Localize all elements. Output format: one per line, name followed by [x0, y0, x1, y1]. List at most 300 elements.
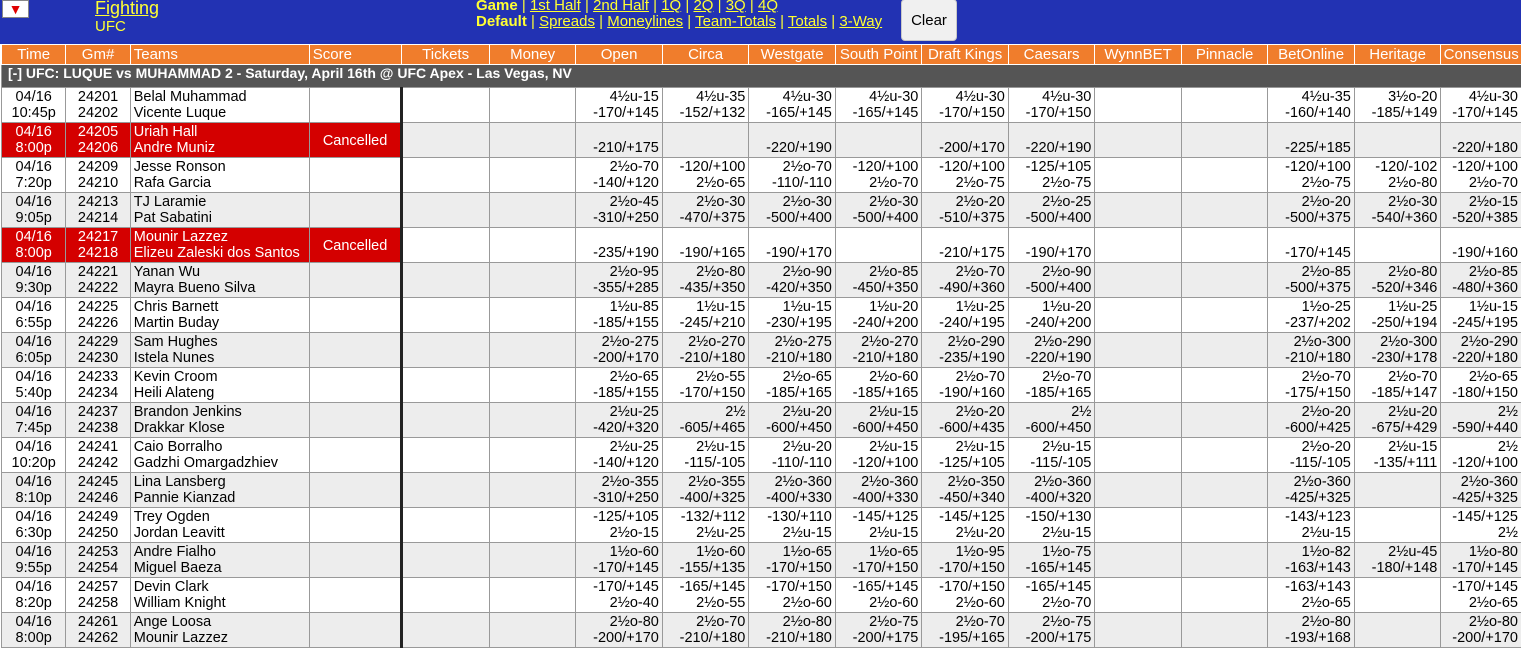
teams-cell[interactable]	[130, 613, 309, 648]
col-header-betonline[interactable]: BetOnline	[1268, 45, 1355, 65]
market-link-spreads[interactable]: Spreads	[539, 13, 595, 30]
odds-cell-betonline[interactable]	[1268, 193, 1355, 228]
odds-cell-pinnacle[interactable]	[1181, 158, 1268, 193]
odds-cell-open[interactable]	[576, 88, 663, 123]
period-link-1q[interactable]: 1Q	[661, 0, 682, 14]
odds-cell-open[interactable]	[576, 438, 663, 473]
odds-cell-betonline[interactable]	[1268, 88, 1355, 123]
teams-cell[interactable]	[130, 368, 309, 403]
odds-cell-circa[interactable]	[662, 403, 749, 438]
odds-line-home	[1355, 140, 1438, 156]
odds-cell-wynnbet[interactable]	[1095, 438, 1182, 473]
teams-cell[interactable]	[130, 543, 309, 578]
odds-line-away: 2½o-270	[688, 334, 746, 350]
odds-cell-pinnacle[interactable]	[1181, 193, 1268, 228]
odds-cell-heritage[interactable]	[1354, 473, 1441, 508]
odds-cell-draft-kings[interactable]	[922, 263, 1009, 298]
period-link-1st-half[interactable]: 1st Half	[529, 0, 581, 14]
game-time: 8:10p	[15, 490, 52, 506]
odds-cell-draft-kings[interactable]	[922, 508, 1009, 543]
odds-cell-heritage[interactable]	[1354, 543, 1441, 578]
odds-cell-consensus[interactable]	[1441, 193, 1521, 228]
odds-cell-caesars[interactable]	[1008, 473, 1095, 508]
odds-cell-heritage[interactable]	[1354, 578, 1441, 613]
odds-cell-caesars[interactable]	[1008, 578, 1095, 613]
team-name-away[interactable]: Caio Borralho	[133, 439, 223, 455]
odds-cell-westgate[interactable]	[749, 228, 836, 263]
odds-cell-wynnbet[interactable]	[1095, 578, 1182, 613]
tickets-cell	[402, 88, 490, 123]
score-cell	[309, 333, 402, 368]
game-time: 7:45p	[15, 420, 52, 436]
odds-cell-betonline[interactable]	[1268, 228, 1355, 263]
col-header-pinnacle[interactable]: Pinnacle	[1181, 45, 1268, 65]
odds-cell-heritage[interactable]	[1354, 88, 1441, 123]
odds-cell-heritage[interactable]	[1354, 333, 1441, 368]
team-name-away[interactable]: Brandon Jenkins	[133, 404, 242, 420]
teams-cell[interactable]	[130, 473, 309, 508]
team-name-home[interactable]: Miguel Baeza	[133, 560, 222, 576]
odds-cell-circa[interactable]	[662, 613, 749, 648]
odds-cell-south-point[interactable]	[835, 473, 922, 508]
odds-cell-heritage[interactable]	[1354, 263, 1441, 298]
odds-cell-pinnacle[interactable]	[1181, 403, 1268, 438]
odds-cell-caesars[interactable]	[1008, 333, 1095, 368]
odds-line-away: -170/+145	[593, 579, 659, 595]
period-link-2nd-half[interactable]: 2nd Half	[593, 0, 649, 14]
game-time-cell	[2, 193, 66, 228]
odds-cell-consensus[interactable]	[1441, 438, 1521, 473]
team-name-away[interactable]: Mounir Lazzez	[133, 229, 229, 245]
odds-cell-open[interactable]	[576, 333, 663, 368]
team-name-home[interactable]: Heili Alateng	[133, 385, 215, 401]
teams-cell[interactable]	[130, 438, 309, 473]
odds-cell-pinnacle[interactable]	[1181, 473, 1268, 508]
teams-cell[interactable]	[130, 263, 309, 298]
odds-cell-wynnbet[interactable]	[1095, 368, 1182, 403]
team-name-away[interactable]: Trey Ogden	[133, 509, 210, 525]
clear-button[interactable]: Clear	[901, 0, 957, 41]
teams-cell[interactable]	[130, 123, 309, 158]
odds-cell-wynnbet[interactable]	[1095, 298, 1182, 333]
odds-cell-caesars[interactable]	[1008, 88, 1095, 123]
odds-cell-pinnacle[interactable]	[1181, 123, 1268, 158]
odds-cell-consensus[interactable]	[1441, 613, 1521, 648]
odds-cell-south-point[interactable]	[835, 263, 922, 298]
odds-cell-circa[interactable]	[662, 123, 749, 158]
game-number-away: 24233	[77, 369, 119, 385]
odds-cell-wynnbet[interactable]	[1095, 508, 1182, 543]
odds-cell-caesars[interactable]	[1008, 543, 1095, 578]
odds-cell-pinnacle[interactable]	[1181, 368, 1268, 403]
odds-cell-open[interactable]	[576, 473, 663, 508]
odds-cell-consensus[interactable]	[1441, 263, 1521, 298]
odds-cell-draft-kings[interactable]	[922, 368, 1009, 403]
odds-line-home: -600/+450	[852, 420, 919, 436]
team-name-home[interactable]: Andre Muniz	[133, 140, 216, 156]
col-header-time[interactable]: Time	[2, 45, 66, 65]
odds-cell-wynnbet[interactable]	[1095, 123, 1182, 158]
team-name-home[interactable]: Pannie Kianzad	[133, 490, 236, 506]
col-header-draft-kings[interactable]: Draft Kings	[922, 45, 1009, 65]
tickets-cell	[402, 123, 490, 158]
teams-cell[interactable]	[130, 298, 309, 333]
odds-cell-westgate[interactable]	[749, 473, 836, 508]
odds-cell-circa[interactable]	[662, 298, 749, 333]
odds-line-home: -490/+360	[939, 280, 1005, 296]
odds-cell-consensus[interactable]	[1441, 123, 1521, 158]
period-link-2q[interactable]: 2Q	[693, 0, 714, 14]
odds-cell-westgate[interactable]	[749, 403, 836, 438]
odds-line-away: -170/+150	[939, 579, 1005, 595]
team-name-home[interactable]: Mounir Lazzez	[133, 630, 229, 646]
teams-cell[interactable]	[130, 403, 309, 438]
team-name-home[interactable]: Gadzhi Omargadzhiev	[133, 455, 279, 471]
odds-cell-caesars[interactable]	[1008, 298, 1095, 333]
odds-cell-draft-kings[interactable]	[922, 158, 1009, 193]
odds-cell-open[interactable]	[576, 508, 663, 543]
odds-cell-draft-kings[interactable]	[922, 123, 1009, 158]
odds-cell-heritage[interactable]	[1354, 298, 1441, 333]
odds-cell-caesars[interactable]	[1008, 438, 1095, 473]
odds-line-home: 2½o-65	[696, 175, 746, 191]
odds-cell-draft-kings[interactable]	[922, 578, 1009, 613]
odds-cell-pinnacle[interactable]	[1181, 263, 1268, 298]
col-header-south-point[interactable]: South Point	[835, 45, 922, 65]
team-name-home[interactable]: Pat Sabatini	[133, 210, 212, 226]
odds-cell-wynnbet[interactable]	[1095, 158, 1182, 193]
col-header-gm[interactable]: Gm#	[66, 45, 130, 65]
odds-cell-consensus[interactable]	[1441, 578, 1521, 613]
market-link-totals[interactable]: Totals	[787, 13, 828, 30]
odds-cell-consensus[interactable]	[1441, 333, 1521, 368]
odds-cell-caesars[interactable]	[1008, 508, 1095, 543]
odds-cell-caesars[interactable]	[1008, 403, 1095, 438]
odds-cell-wynnbet[interactable]	[1095, 403, 1182, 438]
teams-cell[interactable]	[130, 508, 309, 543]
team-name-away[interactable]: Lina Lansberg	[133, 474, 226, 490]
odds-cell-betonline[interactable]	[1268, 123, 1355, 158]
game-time-cell	[2, 228, 66, 263]
odds-cell-consensus[interactable]	[1441, 228, 1521, 263]
team-name-away[interactable]: Jesse Ronson	[133, 159, 226, 175]
team-name-home[interactable]: William Knight	[133, 595, 226, 611]
odds-cell-heritage[interactable]	[1354, 368, 1441, 403]
odds-cell-open[interactable]	[576, 613, 663, 648]
odds-cell-betonline[interactable]	[1268, 368, 1355, 403]
odds-line-away: 2½o-360	[1034, 474, 1092, 490]
odds-line-away: 2½o-45	[609, 194, 659, 210]
teams-cell[interactable]	[130, 228, 309, 263]
odds-cell-open[interactable]	[576, 298, 663, 333]
odds-cell-betonline[interactable]	[1268, 158, 1355, 193]
odds-cell-caesars[interactable]	[1008, 228, 1095, 263]
team-name-home[interactable]: Mayra Bueno Silva	[133, 280, 256, 296]
period-link-3q[interactable]: 3Q	[725, 0, 746, 14]
team-name-away[interactable]: Yanan Wu	[133, 264, 201, 280]
odds-cell-betonline[interactable]	[1268, 473, 1355, 508]
odds-cell-south-point[interactable]	[835, 613, 922, 648]
odds-cell-open[interactable]	[576, 403, 663, 438]
odds-cell-draft-kings[interactable]	[922, 193, 1009, 228]
odds-line-home: -500/+375	[1285, 210, 1351, 226]
odds-cell-draft-kings[interactable]	[922, 403, 1009, 438]
team-name-home[interactable]: Rafa Garcia	[133, 175, 212, 191]
odds-cell-heritage[interactable]	[1354, 228, 1441, 263]
odds-cell-westgate[interactable]	[749, 333, 836, 368]
odds-line-away: 2½o-90	[782, 264, 832, 280]
odds-cell-pinnacle[interactable]	[1181, 578, 1268, 613]
col-header-open[interactable]: Open	[576, 45, 663, 65]
game-date: 04/16	[15, 264, 52, 280]
odds-cell-betonline[interactable]	[1268, 403, 1355, 438]
odds-line-away: 1½o-82	[1301, 544, 1351, 560]
odds-cell-consensus[interactable]	[1441, 158, 1521, 193]
odds-cell-consensus[interactable]	[1441, 298, 1521, 333]
odds-cell-open[interactable]	[576, 543, 663, 578]
odds-cell-betonline[interactable]	[1268, 298, 1355, 333]
odds-cell-pinnacle[interactable]	[1181, 228, 1268, 263]
odds-cell-consensus[interactable]	[1441, 403, 1521, 438]
odds-line-away	[1182, 509, 1265, 525]
odds-cell-wynnbet[interactable]	[1095, 543, 1182, 578]
odds-cell-open[interactable]	[576, 123, 663, 158]
odds-cell-westgate[interactable]	[749, 193, 836, 228]
odds-cell-wynnbet[interactable]	[1095, 473, 1182, 508]
score-cell	[309, 473, 402, 508]
odds-cell-heritage[interactable]	[1354, 508, 1441, 543]
odds-cell-south-point[interactable]	[835, 193, 922, 228]
odds-line-home: -355/+285	[593, 280, 659, 296]
odds-cell-westgate[interactable]	[749, 158, 836, 193]
odds-cell-betonline[interactable]	[1268, 543, 1355, 578]
team-name-away[interactable]: Ange Loosa	[133, 614, 212, 630]
team-name-home[interactable]: Istela Nunes	[133, 350, 215, 366]
odds-cell-south-point[interactable]	[835, 403, 922, 438]
odds-line-away	[1095, 299, 1178, 315]
odds-cell-open[interactable]	[576, 193, 663, 228]
team-name-away[interactable]: Uriah Hall	[133, 124, 198, 140]
odds-cell-circa[interactable]	[662, 333, 749, 368]
odds-cell-south-point[interactable]	[835, 578, 922, 613]
odds-cell-draft-kings[interactable]	[922, 88, 1009, 123]
col-header-money[interactable]: Money	[489, 45, 576, 65]
odds-cell-heritage[interactable]	[1354, 438, 1441, 473]
col-header-caesars[interactable]: Caesars	[1008, 45, 1095, 65]
odds-cell-wynnbet[interactable]	[1095, 228, 1182, 263]
odds-cell-westgate[interactable]	[749, 298, 836, 333]
odds-cell-draft-kings[interactable]	[922, 333, 1009, 368]
odds-cell-westgate[interactable]	[749, 578, 836, 613]
odds-line-home: -510/+375	[939, 210, 1005, 226]
odds-cell-draft-kings[interactable]	[922, 543, 1009, 578]
odds-line-away: 2½o-70	[782, 159, 832, 175]
col-header-westgate[interactable]: Westgate	[749, 45, 836, 65]
score-cell	[309, 578, 402, 613]
odds-cell-pinnacle[interactable]	[1181, 613, 1268, 648]
odds-cell-circa[interactable]	[662, 88, 749, 123]
team-name-away[interactable]: Chris Barnett	[133, 299, 219, 315]
odds-cell-circa[interactable]	[662, 228, 749, 263]
odds-cell-consensus[interactable]	[1441, 543, 1521, 578]
odds-cell-westgate[interactable]	[749, 368, 836, 403]
odds-cell-westgate[interactable]	[749, 613, 836, 648]
team-name-home[interactable]: Jordan Leavitt	[133, 525, 225, 541]
odds-cell-south-point[interactable]	[835, 228, 922, 263]
odds-cell-circa[interactable]	[662, 508, 749, 543]
odds-cell-westgate[interactable]	[749, 543, 836, 578]
odds-cell-open[interactable]	[576, 228, 663, 263]
odds-cell-south-point[interactable]	[835, 543, 922, 578]
odds-cell-wynnbet[interactable]	[1095, 193, 1182, 228]
odds-cell-caesars[interactable]	[1008, 158, 1095, 193]
odds-cell-heritage[interactable]	[1354, 158, 1441, 193]
odds-cell-heritage[interactable]	[1354, 123, 1441, 158]
market-link-moneylines[interactable]: Moneylines	[607, 13, 684, 30]
odds-cell-south-point[interactable]	[835, 333, 922, 368]
team-name-home[interactable]: Martin Buday	[133, 315, 220, 331]
odds-line-home	[1095, 210, 1178, 226]
odds-cell-consensus[interactable]	[1441, 473, 1521, 508]
odds-cell-pinnacle[interactable]	[1181, 543, 1268, 578]
team-name-away[interactable]: Kevin Croom	[133, 369, 218, 385]
col-header-tickets[interactable]: Tickets	[402, 45, 490, 65]
odds-cell-wynnbet[interactable]	[1095, 263, 1182, 298]
odds-cell-consensus[interactable]	[1441, 368, 1521, 403]
team-name-home[interactable]: Vicente Luque	[133, 105, 227, 121]
market-link-3-way[interactable]: 3-Way	[839, 13, 883, 30]
col-header-consensus[interactable]: Consensus	[1441, 45, 1521, 65]
team-name-away[interactable]: Sam Hughes	[133, 334, 218, 350]
odds-cell-south-point[interactable]	[835, 368, 922, 403]
odds-line-away	[1355, 124, 1438, 140]
odds-cell-circa[interactable]	[662, 438, 749, 473]
odds-cell-heritage[interactable]	[1354, 403, 1441, 438]
teams-cell[interactable]	[130, 193, 309, 228]
odds-cell-circa[interactable]	[662, 578, 749, 613]
odds-cell-westgate[interactable]	[749, 508, 836, 543]
odds-line-home: 2½	[1497, 525, 1518, 541]
dropdown-arrow-icon[interactable]: ▼	[2, 0, 29, 18]
team-name-home[interactable]: Elizeu Zaleski dos Santos	[133, 245, 300, 261]
odds-line-away	[1355, 229, 1438, 245]
odds-cell-open[interactable]	[576, 263, 663, 298]
sport-link[interactable]: Fighting	[95, 0, 160, 18]
odds-cell-caesars[interactable]	[1008, 263, 1095, 298]
odds-cell-circa[interactable]	[662, 193, 749, 228]
odds-cell-betonline[interactable]	[1268, 508, 1355, 543]
market-link-team-totals[interactable]: Team-Totals	[695, 13, 776, 30]
odds-cell-circa[interactable]	[662, 368, 749, 403]
odds-cell-circa[interactable]	[662, 158, 749, 193]
col-header-wynnbet[interactable]: WynnBET	[1095, 45, 1182, 65]
odds-cell-pinnacle[interactable]	[1181, 88, 1268, 123]
teams-cell[interactable]	[130, 578, 309, 613]
odds-cell-betonline[interactable]	[1268, 438, 1355, 473]
odds-cell-pinnacle[interactable]	[1181, 298, 1268, 333]
game-time: 6:30p	[15, 525, 52, 541]
odds-cell-draft-kings[interactable]	[922, 228, 1009, 263]
odds-cell-south-point[interactable]	[835, 438, 922, 473]
odds-cell-westgate[interactable]	[749, 263, 836, 298]
team-name-away[interactable]: Andre Fialho	[133, 544, 216, 560]
odds-cell-open[interactable]	[576, 158, 663, 193]
odds-cell-circa[interactable]	[662, 263, 749, 298]
odds-cell-south-point[interactable]	[835, 88, 922, 123]
odds-cell-circa[interactable]	[662, 473, 749, 508]
team-name-away[interactable]: Devin Clark	[133, 579, 209, 595]
teams-cell[interactable]	[130, 158, 309, 193]
col-header-heritage[interactable]: Heritage	[1354, 45, 1441, 65]
odds-cell-betonline[interactable]	[1268, 613, 1355, 648]
odds-cell-heritage[interactable]	[1354, 193, 1441, 228]
game-number-away: 24209	[77, 159, 119, 175]
odds-cell-circa[interactable]	[662, 543, 749, 578]
odds-cell-betonline[interactable]	[1268, 263, 1355, 298]
period-link-4q[interactable]: 4Q	[757, 0, 778, 14]
odds-line-away	[1182, 334, 1265, 350]
odds-cell-caesars[interactable]	[1008, 368, 1095, 403]
odds-cell-draft-kings[interactable]	[922, 473, 1009, 508]
col-header-circa[interactable]: Circa	[662, 45, 749, 65]
game-time: 10:45p	[11, 105, 56, 121]
odds-cell-betonline[interactable]	[1268, 333, 1355, 368]
odds-cell-pinnacle[interactable]	[1181, 333, 1268, 368]
odds-cell-consensus[interactable]	[1441, 508, 1521, 543]
odds-cell-westgate[interactable]	[749, 123, 836, 158]
odds-cell-westgate[interactable]	[749, 88, 836, 123]
odds-cell-south-point[interactable]	[835, 158, 922, 193]
game-number-away: 24261	[77, 614, 119, 630]
odds-cell-wynnbet[interactable]	[1095, 333, 1182, 368]
col-header-score[interactable]: Score	[309, 45, 402, 65]
game-date: 04/16	[15, 124, 52, 140]
odds-line-home: -420/+320	[593, 420, 659, 436]
odds-cell-wynnbet[interactable]	[1095, 88, 1182, 123]
odds-cell-pinnacle[interactable]	[1181, 508, 1268, 543]
team-name-away[interactable]: Belal Muhammad	[133, 89, 247, 105]
odds-cell-westgate[interactable]	[749, 438, 836, 473]
odds-line-away: 2½o-275	[601, 334, 659, 350]
odds-line-home	[1182, 490, 1265, 506]
odds-cell-draft-kings[interactable]	[922, 438, 1009, 473]
col-header-teams[interactable]: Teams	[130, 45, 309, 65]
odds-cell-betonline[interactable]	[1268, 578, 1355, 613]
odds-cell-caesars[interactable]	[1008, 123, 1095, 158]
teams-cell[interactable]	[130, 333, 309, 368]
odds-cell-south-point[interactable]	[835, 508, 922, 543]
team-name-away[interactable]: TJ Laramie	[133, 194, 207, 210]
odds-line-away	[1182, 474, 1265, 490]
teams-cell[interactable]	[130, 88, 309, 123]
odds-cell-south-point[interactable]	[835, 298, 922, 333]
odds-cell-wynnbet[interactable]	[1095, 613, 1182, 648]
odds-cell-draft-kings[interactable]	[922, 613, 1009, 648]
game-number-away: 24257	[77, 579, 119, 595]
odds-cell-pinnacle[interactable]	[1181, 438, 1268, 473]
odds-cell-draft-kings[interactable]	[922, 298, 1009, 333]
odds-cell-heritage[interactable]	[1354, 613, 1441, 648]
odds-cell-caesars[interactable]	[1008, 613, 1095, 648]
odds-cell-open[interactable]	[576, 368, 663, 403]
team-name-home[interactable]: Drakkar Klose	[133, 420, 225, 436]
collapse-toggle[interactable]: [-]	[8, 65, 22, 81]
odds-cell-caesars[interactable]	[1008, 193, 1095, 228]
odds-cell-consensus[interactable]	[1441, 88, 1521, 123]
odds-line-away: 2½o-290	[947, 334, 1005, 350]
odds-cell-open[interactable]	[576, 578, 663, 613]
odds-cell-south-point[interactable]	[835, 123, 922, 158]
